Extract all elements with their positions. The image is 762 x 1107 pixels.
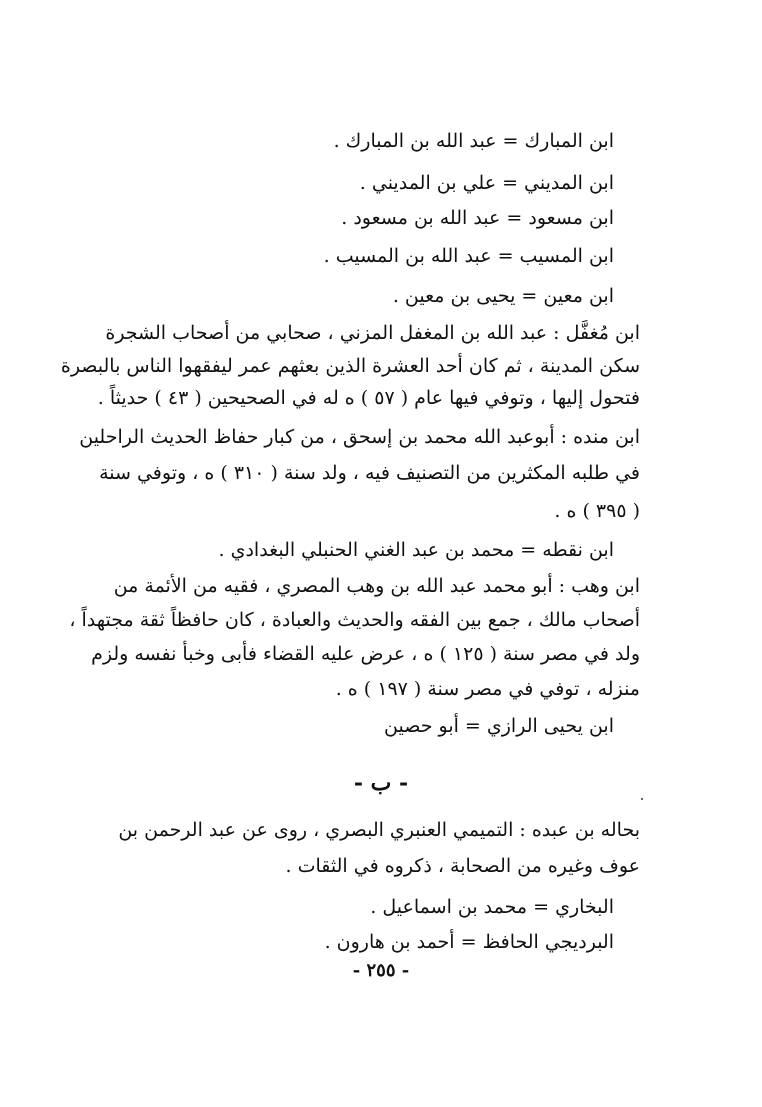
ibn-mughaffal-line-2: سكن المدينة ، ثم كان أحد العشرة الذين بعثهم عمر ليفقهوا الناس بالبصرة: [60, 355, 640, 377]
ibn-wahb-line-4: منزله ، توفي في مصر سنة ( ١٩٧ ) ه .: [335, 678, 640, 700]
entry-ibn-masud: ابن مسعود = عبد الله بن مسعود .: [341, 207, 614, 229]
ibn-wahb-line-2: أصحاب مالك ، جمع بين الفقه والحديث والعبادة ، كان حافظاً ثقة مجتهداً ،: [69, 609, 640, 631]
ibn-mandah-line-3: ( ٣٩٥ ) ه .: [554, 500, 640, 522]
ibn-mandah-line-1: ابن منده : أبوعبد الله محمد بن إسحق ، من كبار حفاظ الحديث الراحلين: [79, 426, 640, 448]
ibn-wahb-line-1: ابن وهب : أبو محمد عبد الله بن وهب المصري ، فقيه من الأئمة من: [113, 575, 640, 597]
bahalah-line-2: عوف وغيره من الصحابة ، ذكروه في الثقات .: [285, 855, 640, 877]
entry-ibn-nuqtah: ابن نقطه = محمد بن عبد الغني الحنبلي البغدادي .: [218, 539, 614, 561]
entry-ibn-al-musayyib: ابن المسيب = عبد الله بن المسيب .: [323, 245, 614, 267]
ibn-wahb-line-3: ولد في مصر سنة ( ١٢٥ ) ه ، عرض عليه القضاء فأبى وخبأ نفسه ولزم: [91, 643, 640, 665]
entry-ibn-yahya-al-razi: ابن يحيى الرازي = أبو حصين: [384, 715, 614, 737]
ibn-mandah-line-2: في طلبه المكثرين من التصنيف فيه ، ولد سنة ( ٣١٠ ) ه ، وتوفي سنة: [99, 462, 640, 484]
entry-ibn-main: ابن معين = يحيى بن معين .: [392, 285, 614, 307]
ibn-mughaffal-line-3: فتحول إليها ، وتوفي فيها عام ( ٥٧ ) ه له في الصحيحين ( ٤٣ ) حديثاً .: [97, 387, 640, 409]
entry-al-bardiji: البرديجي الحافظ = أحمد بن هارون .: [324, 931, 614, 953]
ibn-mughaffal-line-1: ابن مُغفَّل : عبد الله بن المغفل المزني ، صحابي من أصحاب الشجرة: [105, 322, 640, 344]
page-number: - ٢٥٥ -: [352, 960, 410, 981]
bahalah-line-1: بحاله بن عبده : التميمي العنبري البصري ، روى عن عبد الرحمن بن: [118, 819, 640, 841]
margin-mark: [641, 798, 643, 800]
entry-al-bukhari: البخاري = محمد بن اسماعيل .: [370, 896, 614, 918]
entry-ibn-al-mubarak: ابن المبارك = عبد الله بن المبارك .: [333, 130, 614, 152]
section-heading-ba: - ب -: [353, 770, 409, 796]
entry-ibn-al-madini: ابن المديني = علي بن المديني .: [359, 172, 614, 194]
